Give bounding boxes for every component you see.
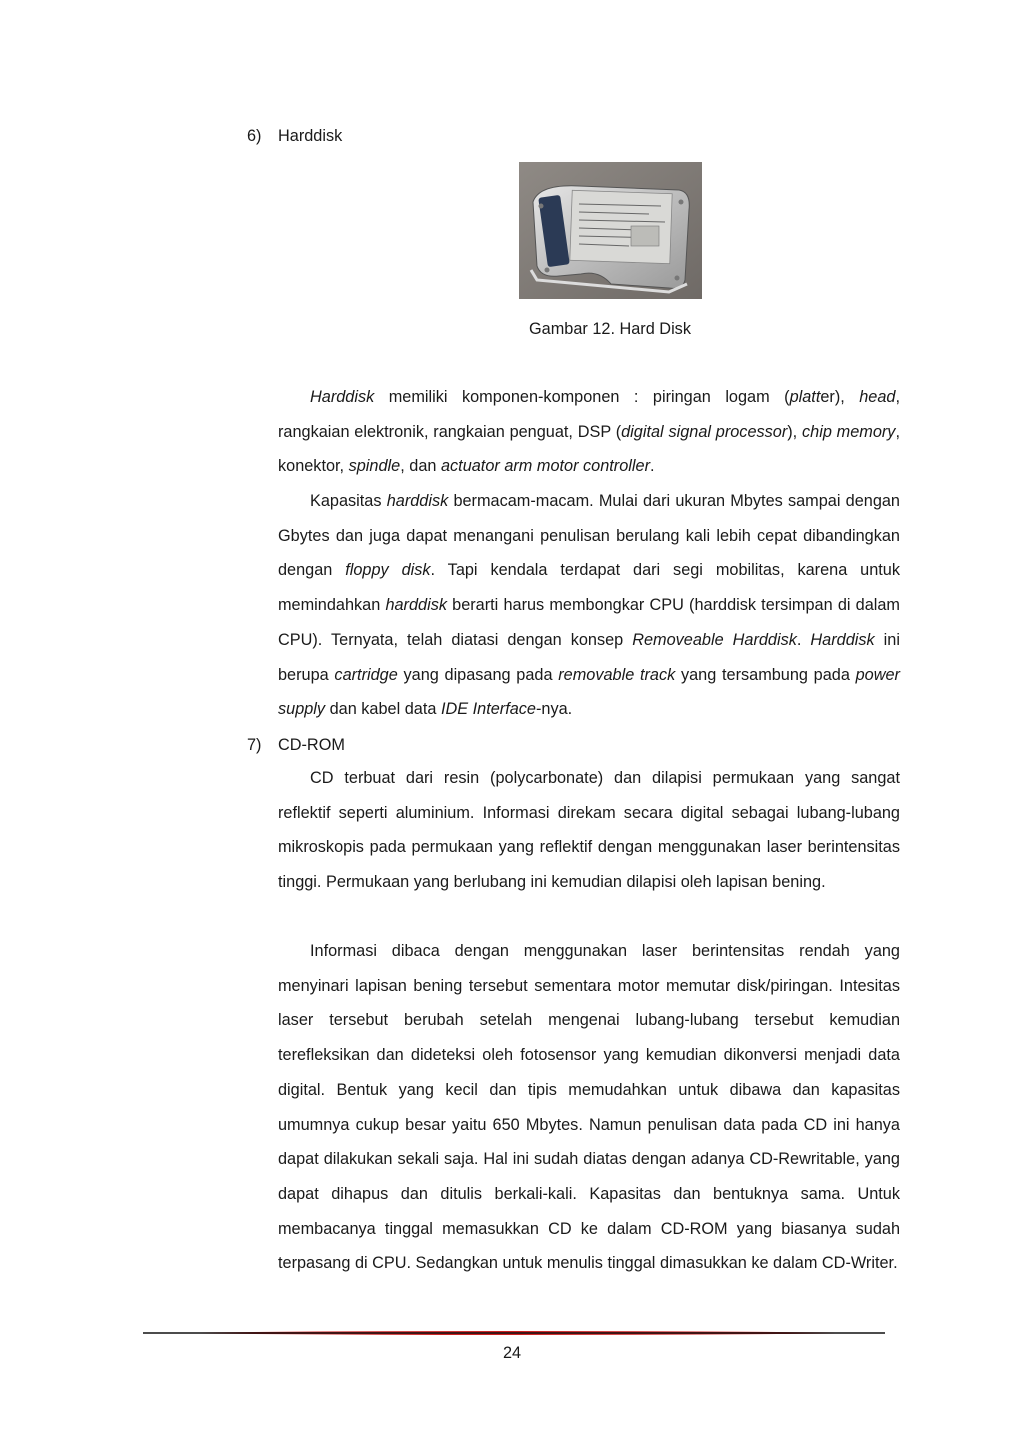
section-heading-cdrom bbox=[247, 735, 345, 755]
italic-term: Harddisk bbox=[810, 630, 875, 649]
footer-divider bbox=[143, 1326, 885, 1340]
italic-term: harddisk bbox=[386, 492, 449, 510]
section-heading-harddisk bbox=[247, 126, 342, 146]
text-run: . bbox=[796, 630, 811, 649]
italic-term: spindle bbox=[348, 457, 401, 476]
text-run: , konektor, bbox=[278, 422, 900, 476]
text-run: dan kabel data bbox=[325, 700, 441, 719]
paragraph-harddisk-components bbox=[278, 380, 900, 484]
figure-caption: Gambar 12. Hard Disk bbox=[529, 320, 691, 338]
hard-disk-photo bbox=[519, 162, 702, 299]
page-number: 24 bbox=[502, 1344, 522, 1362]
text-run: ), bbox=[787, 422, 802, 441]
section-number: 6) bbox=[247, 127, 262, 145]
italic-term: IDE Interface bbox=[440, 700, 536, 719]
text-run: . bbox=[650, 457, 655, 476]
italic-term: floppy disk bbox=[345, 561, 431, 580]
hard-disk-illustration bbox=[519, 162, 702, 299]
italic-term: power supply bbox=[278, 665, 900, 719]
text-run: . Tapi kendala terdapat dari segi mobilitas, karena untuk memindahkan bbox=[278, 561, 900, 615]
paragraph-cd-reading bbox=[278, 934, 900, 1281]
text-run: Kapasitas bbox=[310, 492, 387, 510]
italic-term: cartridge bbox=[334, 665, 398, 684]
text-run: yang tersambung pada bbox=[675, 665, 856, 684]
italic-term: head bbox=[859, 388, 896, 406]
italic-term: harddisk bbox=[385, 596, 447, 615]
text-run: CD terbuat dari resin (polycarbonate) dan dilapisi permukaan yang sangat reflektif seperti aluminium. Informasi direkam secara digital sebagai lubang-lubang mikroskopis pada permukaan yang reflektif dengan menggunakan laser berintensitas tinggi. Permukaan yang berlubang ini kemudian dilapisi oleh lapisan bening. bbox=[278, 769, 900, 892]
paragraph-cd-material bbox=[278, 761, 900, 900]
italic-term: digital signal processor bbox=[621, 422, 788, 441]
text-run: Informasi dibaca dengan menggunakan laser berintensitas rendah yang menyinari lapisan bening tersebut sementara motor memutar disk/piringan. Intesitas laser tersebut berubah setelah mengenai lubang-lubang tersebut kemudian terefleksikan dan dideteksi oleh fotosensor yang kemudian dikonversi menjadi data digital. Bentuk yang kecil dan tipis memudahkan untuk dibawa dan kapasitas umumnya cukup besar yaitu 650 Mbytes. Namun penulisan data pada CD ini hanya dapat dilakukan sekali saja. Hal ini sudah diatas dengan adanya CD-Rewritable, yang dapat dihapus dan ditulis berkali-kali. Kapasitas dan bentuknya sama. Untuk membacanya tinggal memasukkan CD ke dalam CD-ROM yang biasanya sudah terpasang di CPU. Sedangkan untuk menulis tinggal dimasukkan ke dalam CD-Writer. bbox=[278, 942, 900, 1273]
italic-term: chip memory bbox=[802, 422, 896, 441]
text-run: berarti harus membongkar CPU (harddisk tersimpan di dalam CPU). Ternyata, telah diatasi dengan konsep bbox=[278, 596, 900, 649]
italic-term: Harddisk bbox=[310, 388, 375, 406]
italic-term: platt bbox=[789, 388, 821, 406]
section-title: CD-ROM bbox=[278, 736, 345, 754]
italic-term: actuator arm motor controller bbox=[440, 457, 650, 476]
text-run: , rangkaian elektronik, rangkaian penguat, DSP ( bbox=[278, 388, 900, 441]
text-run: memiliki komponen-komponen : piringan logam ( bbox=[374, 388, 790, 406]
italic-term: removable track bbox=[558, 665, 676, 684]
text-run: , dan bbox=[400, 457, 441, 476]
text-run: er), bbox=[820, 388, 860, 406]
text-run: -nya. bbox=[535, 700, 573, 719]
text-run: bermacam-macam. Mulai dari ukuran Mbytes sampai dengan Gbytes dan juga dapat menangani penulisan berulang kali lebih cepat dibandingkan dengan bbox=[278, 492, 900, 580]
italic-term: Removeable Harddisk bbox=[632, 630, 797, 649]
text-run: ini berupa bbox=[278, 630, 900, 684]
section-title: Harddisk bbox=[278, 127, 343, 145]
paragraph-harddisk-capacity bbox=[278, 484, 900, 727]
text-run: yang dipasang pada bbox=[397, 665, 559, 684]
section-number: 7) bbox=[247, 736, 262, 754]
